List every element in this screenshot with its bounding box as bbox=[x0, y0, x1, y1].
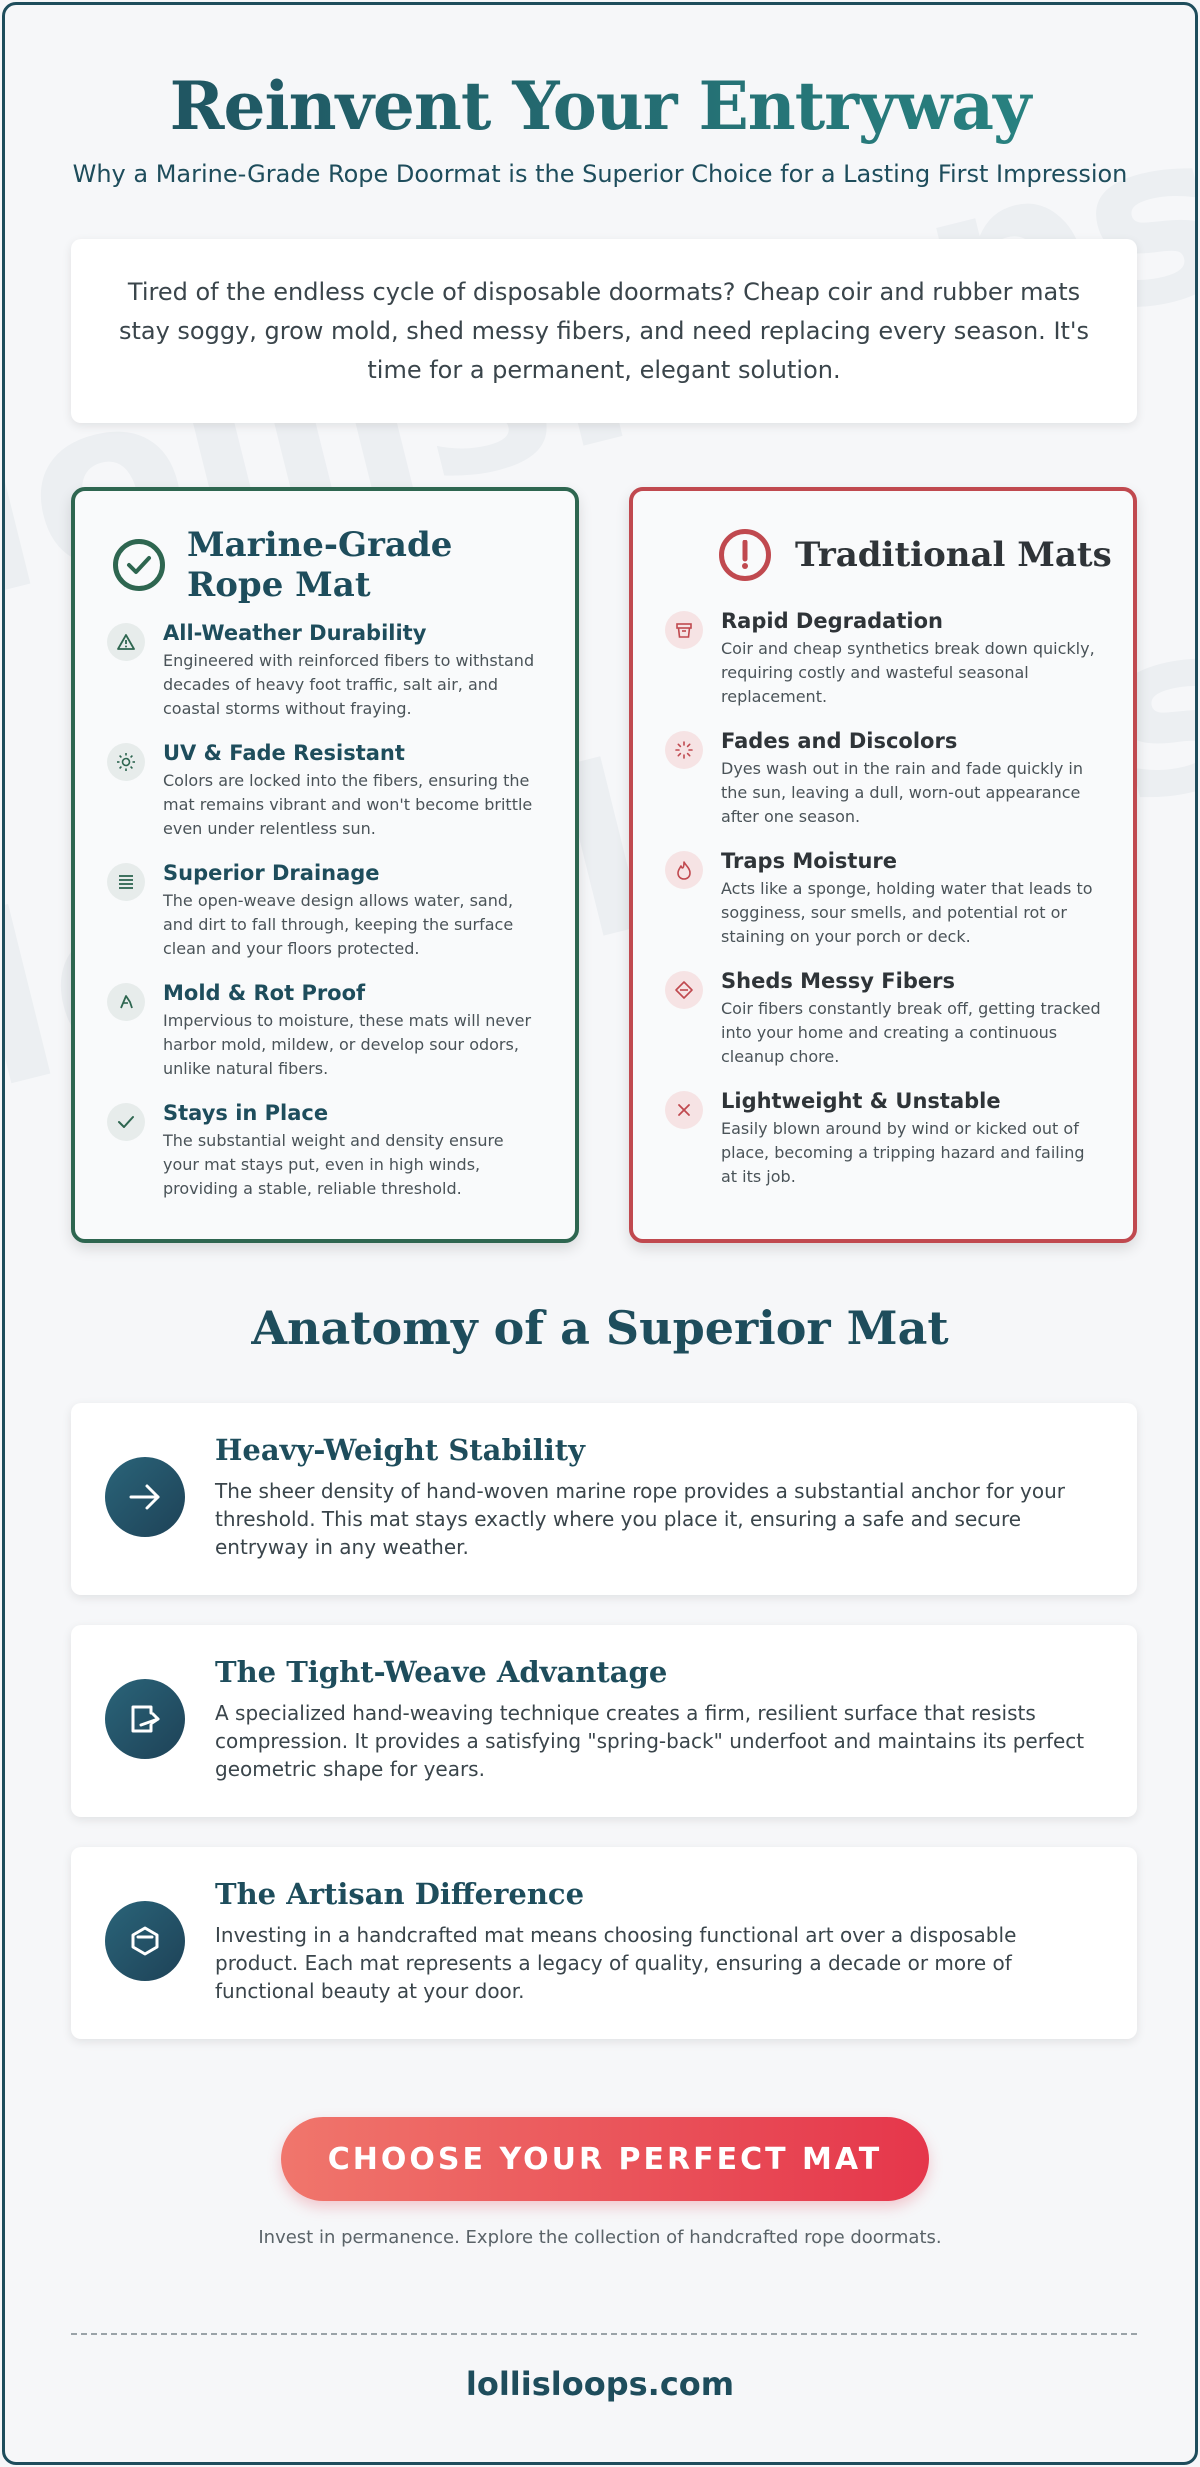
page-title: Reinvent Your Entryway bbox=[5, 67, 1195, 145]
feature-title: Sheds Messy Fibers bbox=[721, 969, 955, 993]
trash-icon bbox=[665, 611, 703, 649]
footer-site-link[interactable]: lollisloops.com bbox=[465, 2365, 735, 2403]
sun-icon bbox=[107, 743, 145, 781]
feature-text: The open-weave design allows water, sand, and dirt to fall through, keeping the surface clean and your floors protected. bbox=[163, 891, 514, 958]
feature-text: Acts like a sponge, holding water that leads to sogginess, sour smells, and potential rot or staining on your porch or deck. bbox=[721, 879, 1093, 946]
feature-title: All-Weather Durability bbox=[163, 621, 427, 645]
card-title: Traditional Mats bbox=[795, 535, 1112, 575]
page-subtitle: Why a Marine-Grade Rope Doormat is the Superior Choice for a Lasting First Impression bbox=[72, 160, 1128, 188]
section-title: Anatomy of a Superior Mat bbox=[251, 1301, 949, 1355]
tag-icon bbox=[665, 971, 703, 1009]
check-icon bbox=[107, 1103, 145, 1141]
arrow-right-icon bbox=[105, 1457, 185, 1537]
infographic-frame bbox=[2, 2, 1198, 2465]
warning-triangle-icon bbox=[107, 623, 145, 661]
marine-rope-mat-card bbox=[71, 487, 579, 1243]
hexagon-icon bbox=[105, 1901, 185, 1981]
loader-icon bbox=[665, 731, 703, 769]
cta-subtext: Invest in permanence. Explore the collection of handcrafted rope doormats. bbox=[258, 2227, 942, 2248]
anatomy-card bbox=[71, 1403, 1137, 1595]
anatomy-title: The Artisan Difference bbox=[215, 1877, 585, 1911]
card-title: Marine-Grade Rope Mat bbox=[187, 525, 453, 605]
anatomy-card bbox=[71, 1847, 1137, 2039]
feature-text: The substantial weight and density ensure your mat stays put, even in high winds, providing a stable, reliable threshold. bbox=[163, 1131, 504, 1198]
feature-text: Coir fibers constantly break off, getting tracked into your home and creating a continuous cleanup chore. bbox=[721, 999, 1101, 1066]
divider bbox=[71, 2333, 1137, 2335]
shield-icon bbox=[107, 983, 145, 1021]
feature-title: Stays in Place bbox=[163, 1101, 329, 1125]
feature-text: Colors are locked into the fibers, ensuring the mat remains vibrant and won't become brittle even under relentless sun. bbox=[163, 771, 533, 838]
choose-mat-button[interactable]: CHOOSE YOUR PERFECT MAT bbox=[281, 2117, 929, 2201]
anatomy-title: The Tight-Weave Advantage bbox=[215, 1655, 668, 1689]
feature-title: Fades and Discolors bbox=[721, 729, 958, 753]
feature-title: Traps Moisture bbox=[721, 849, 897, 873]
alert-circle-icon bbox=[719, 529, 771, 581]
feature-title: Superior Drainage bbox=[163, 861, 380, 885]
feature-text: Impervious to moisture, these mats will never harbor mold, mildew, or develop sour odors, unlike natural fibers. bbox=[163, 1011, 532, 1078]
feature-text: Engineered with reinforced fibers to withstand decades of heavy foot traffic, salt air, and coastal storms without fraying. bbox=[163, 651, 535, 718]
feature-text: Dyes wash out in the rain and fade quickly in the sun, leaving a dull, worn-out appearance after one season. bbox=[721, 759, 1083, 826]
x-icon bbox=[665, 1091, 703, 1129]
file-export-icon bbox=[105, 1679, 185, 1759]
traditional-mats-card bbox=[629, 487, 1137, 1243]
feature-title: Rapid Degradation bbox=[721, 609, 943, 633]
feature-title: Lightweight & Unstable bbox=[721, 1089, 1001, 1113]
check-circle-icon bbox=[113, 539, 165, 591]
feature-title: UV & Fade Resistant bbox=[163, 741, 405, 765]
flame-icon bbox=[665, 851, 703, 889]
drainage-icon bbox=[107, 863, 145, 901]
intro-text: Tired of the endless cycle of disposable doormats? Cheap coir and rubber mats stay soggy, grow mold, shed messy fibers, and need replacing every season. It's time for a permanent, elegant solution. bbox=[118, 278, 1090, 384]
feature-title: Mold & Rot Proof bbox=[163, 981, 366, 1005]
anatomy-text: Investing in a handcrafted mat means choosing functional art over a disposable product. Each mat represents a legacy of quality, ensuring a decade or more of functional beauty at your door. bbox=[215, 1923, 1017, 2003]
feature-text: Coir and cheap synthetics break down quickly, requiring costly and wasteful seasonal replacement. bbox=[721, 639, 1095, 706]
intro-panel bbox=[71, 239, 1137, 423]
anatomy-title: Heavy-Weight Stability bbox=[215, 1433, 586, 1467]
feature-text: Easily blown around by wind or kicked out of place, becoming a tripping hazard and failing at its job. bbox=[721, 1119, 1085, 1186]
anatomy-text: The sheer density of hand-woven marine rope provides a substantial anchor for your threshold. This mat stays exactly where you place it, ensuring a safe and secure entryway in any weather. bbox=[215, 1479, 1065, 1559]
anatomy-card bbox=[71, 1625, 1137, 1817]
anatomy-text: A specialized hand-weaving technique creates a firm, resilient surface that resists compression. It provides a satisfying "spring-back" underfoot and maintains its perfect geometric shape for years. bbox=[215, 1701, 1085, 1781]
